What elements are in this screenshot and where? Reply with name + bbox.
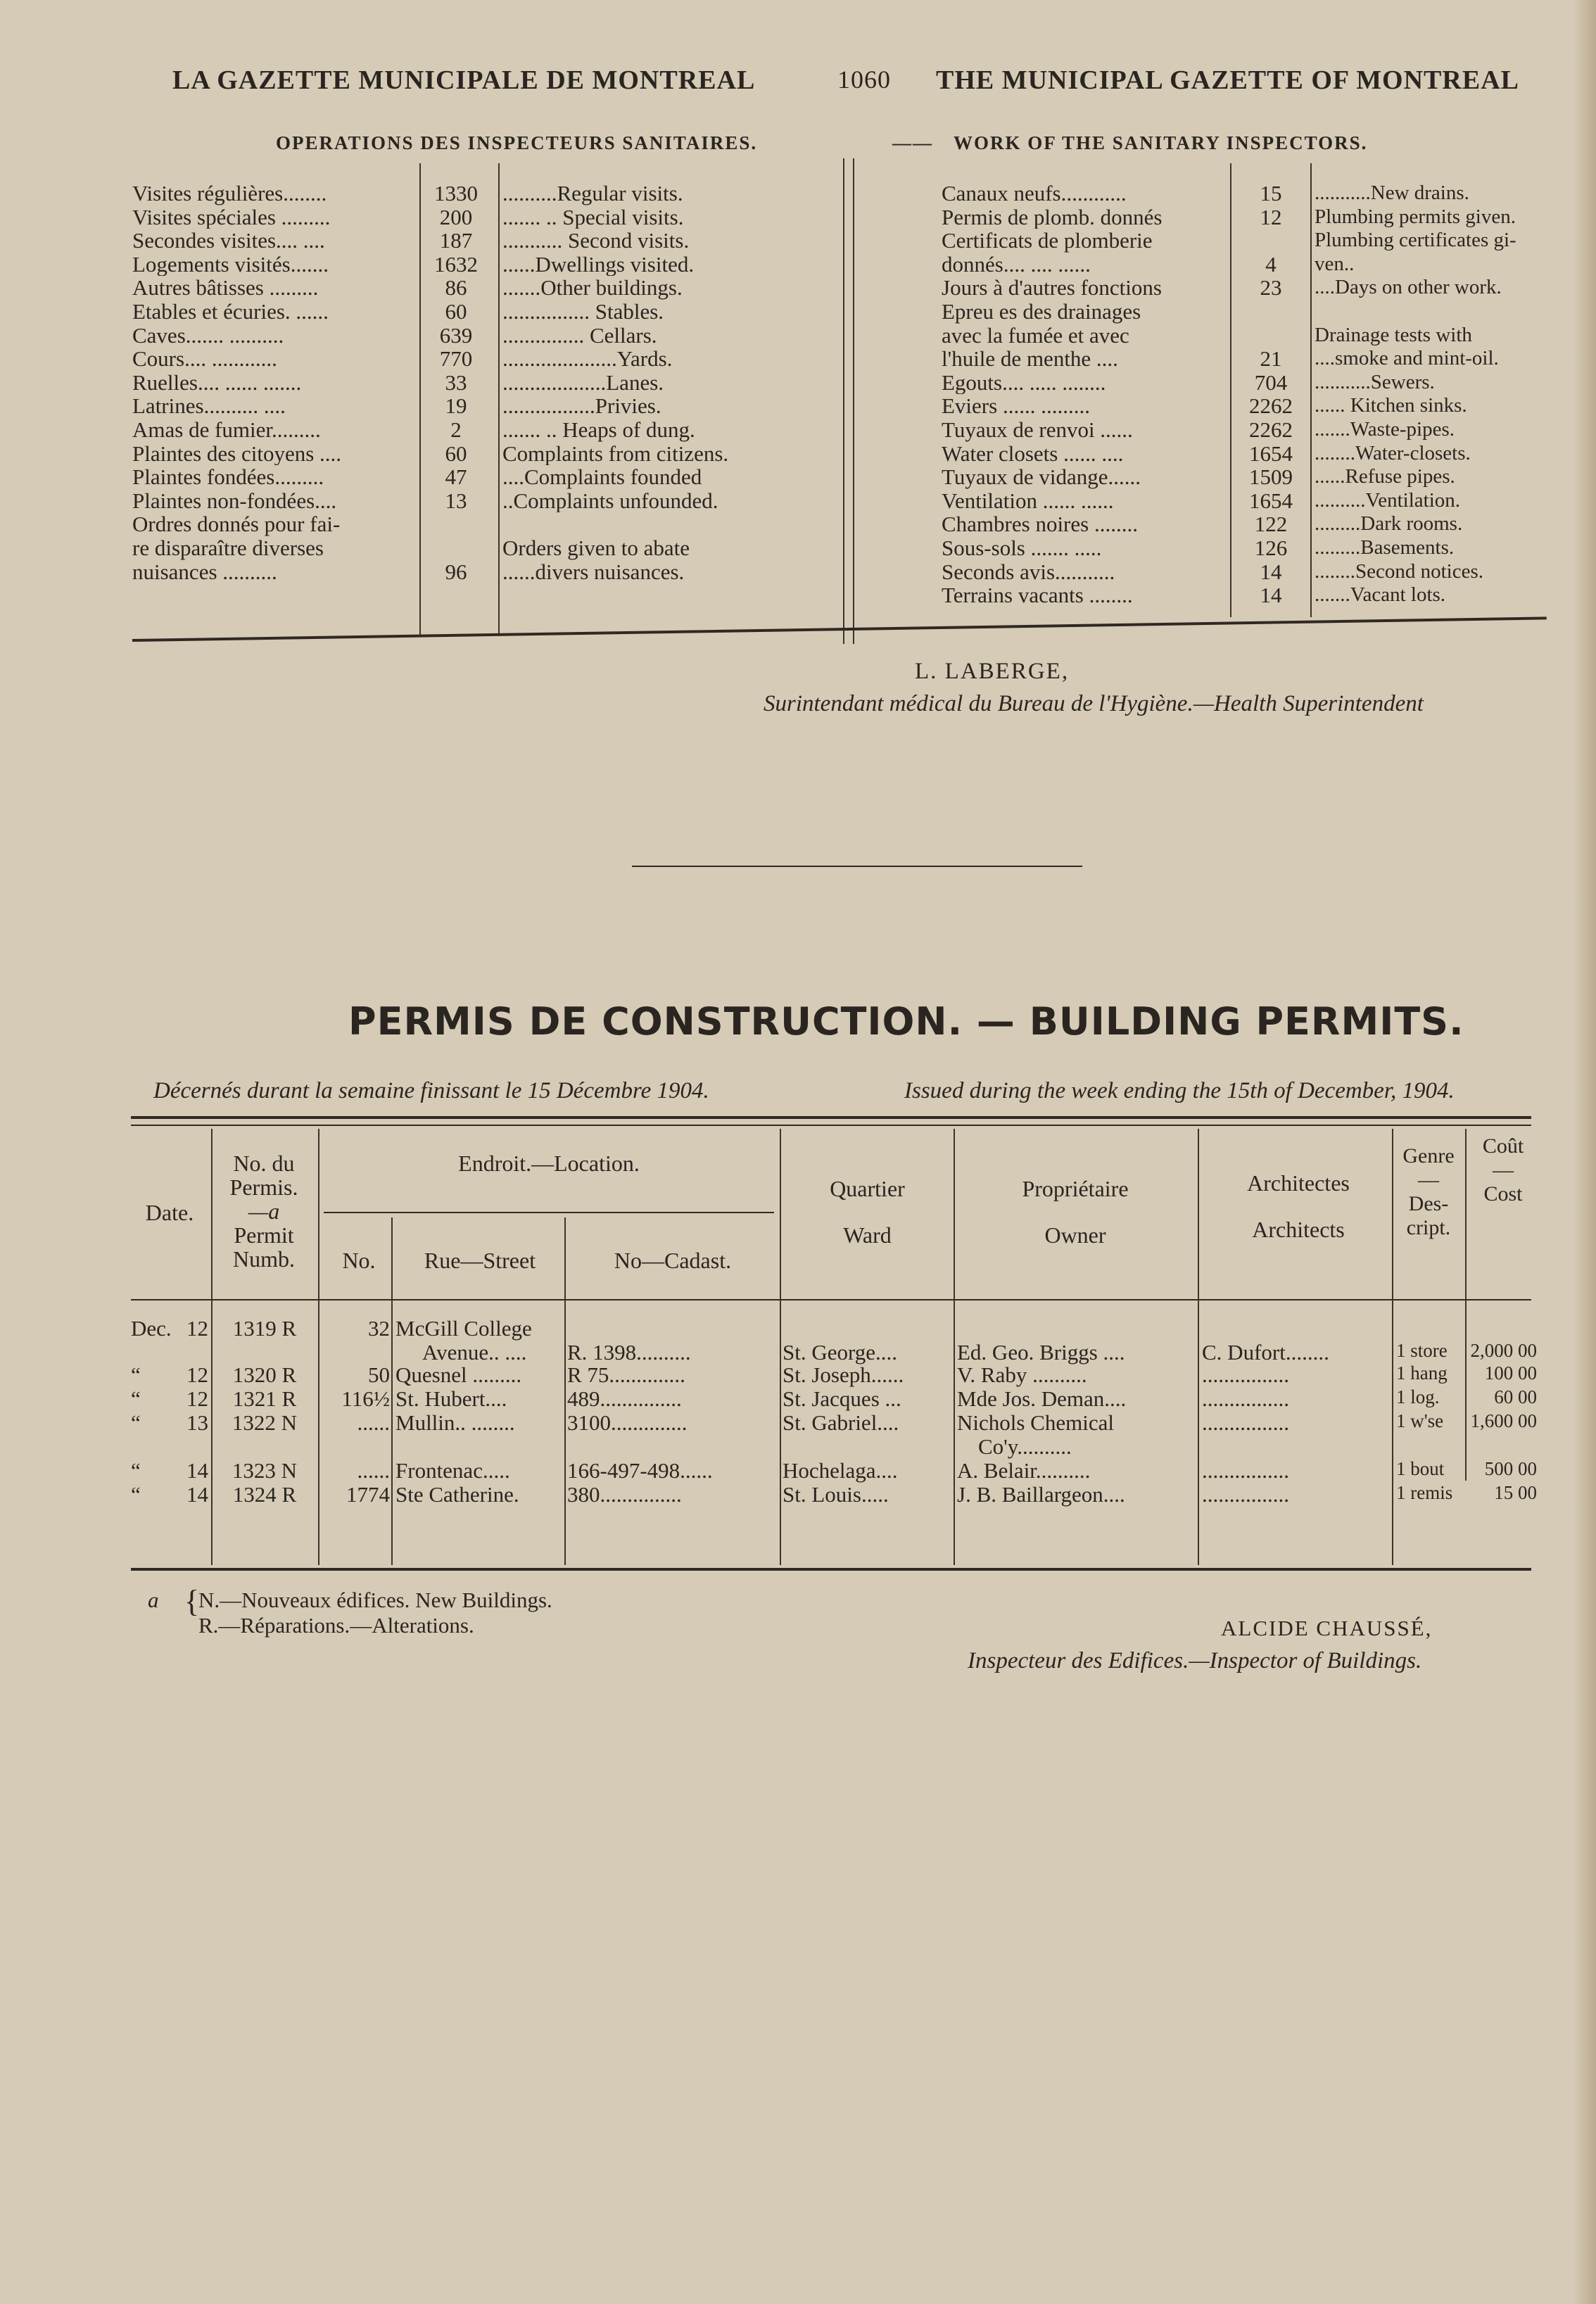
permit-cell-arch: C. Dufort........ xyxy=(1202,1340,1329,1365)
sanitary-cell: .........Dark rooms. xyxy=(1315,512,1463,536)
sanitary-cell: Plumbing permits given. xyxy=(1315,205,1516,228)
sanitary-cell: .........Basements. xyxy=(1315,536,1455,559)
sanitary-cell xyxy=(502,512,791,536)
sanitary-cell: ......divers nuisances. xyxy=(502,559,685,584)
sanitary-cell: Visites spéciales ......... xyxy=(132,205,331,229)
col-street: Rue—Street xyxy=(424,1248,536,1273)
permit-cell-owner-continued: Co'y.......... xyxy=(978,1434,1072,1459)
permits-top-rule xyxy=(131,1125,1531,1126)
col-date: Date. xyxy=(145,1200,194,1225)
column-rule xyxy=(1310,163,1312,617)
permit-cell-day: 12 xyxy=(186,1386,208,1411)
permits-title: PERMIS DE CONSTRUCTION. — BUILDING PERMITS. xyxy=(348,999,1464,1044)
sanitary-cell: Plaintes des citoyens .... xyxy=(132,441,342,466)
sanitary-title-dash: —— xyxy=(892,132,933,153)
health-signature-name: L. LABERGE, xyxy=(915,659,1070,684)
column-rule xyxy=(498,163,500,635)
permit-cell-month: “ xyxy=(131,1458,141,1483)
sanitary-cell: ......Dwellings visited. xyxy=(502,252,695,277)
permit-cell-month: “ xyxy=(131,1386,141,1411)
sanitary-cell: 60 xyxy=(445,441,467,466)
sanitary-cell: Plumbing certificates gi- xyxy=(1315,229,1516,252)
permit-cell-cost: 100 00 xyxy=(1484,1362,1537,1384)
sanitary-left-french-column xyxy=(132,182,414,583)
health-signature-title: Surintendant médical du Bureau de l'Hygiène.—Health Superintendent xyxy=(764,691,1424,716)
permit-cell-day: 12 xyxy=(186,1362,208,1387)
sanitary-cell: 1632 xyxy=(434,252,478,277)
sanitary-cell: Chambres noires ........ xyxy=(942,512,1138,536)
sanitary-cell: Etables et écuries. ...... xyxy=(132,299,329,324)
sanitary-right-number-column xyxy=(1237,182,1305,607)
permits-subtitle-fr: Décernés durant la semaine finissant le 15 Décembre 1904. xyxy=(153,1078,709,1103)
sanitary-cell: nuisances .......... xyxy=(132,559,277,584)
permit-cell-ward: St. Joseph...... xyxy=(783,1362,904,1387)
permit-cell-no: 1774 xyxy=(346,1482,390,1507)
permit-cell-permit: 1321 R xyxy=(232,1386,297,1411)
permit-cell-owner: V. Raby .......... xyxy=(957,1362,1087,1387)
sanitary-cell: 639 xyxy=(439,323,473,348)
col-genre-line: Genre xyxy=(1402,1144,1455,1167)
sanitary-cell: ....... .. Heaps of dung. xyxy=(502,417,695,442)
sanitary-cell: Amas de fumier......... xyxy=(132,417,321,442)
col-permit xyxy=(211,1151,317,1271)
permit-cell-permit: 1323 N xyxy=(232,1458,298,1483)
sanitary-cell: 12 xyxy=(1260,205,1282,229)
permits-bottom-rule xyxy=(131,1568,1531,1571)
permit-cell-no: 50 xyxy=(368,1362,390,1387)
sanitary-cell: Water closets ...... .... xyxy=(942,441,1124,466)
col-ward xyxy=(781,1177,954,1247)
col-cost-line: Cost xyxy=(1483,1182,1523,1205)
sanitary-cell: donnés.... .... ...... xyxy=(942,252,1091,277)
sanitary-cell: ...........New drains. xyxy=(1315,182,1469,204)
sanitary-cell: ....Days on other work. xyxy=(1315,276,1502,299)
sanitary-title-fr: OPERATIONS DES INSPECTEURS SANITAIRES. xyxy=(276,132,758,153)
permit-cell-permit: 1320 R xyxy=(232,1362,297,1387)
sanitary-cell: ........Water-closets. xyxy=(1315,441,1471,464)
sanitary-cell: avec la fumée et avec xyxy=(942,323,1129,348)
permit-cell-cost: 60 00 xyxy=(1494,1386,1537,1407)
col-cost xyxy=(1468,1134,1538,1206)
sanitary-cell: 1509 xyxy=(1249,465,1293,489)
column-rule xyxy=(1392,1129,1393,1565)
sanitary-cell: ......Refuse pipes. xyxy=(1315,465,1455,488)
page-edge-shadow xyxy=(1573,0,1596,2304)
col-permit-line: Numb. xyxy=(233,1246,295,1272)
sanitary-cell: ....smoke and mint-oil. xyxy=(1315,347,1499,370)
sanitary-cell: Permis de plomb. donnés xyxy=(942,205,1163,229)
col-permit-line: —a xyxy=(248,1198,280,1224)
permit-cell-street: Quesnel ......... xyxy=(395,1362,522,1387)
permit-cell-arch: ................ xyxy=(1202,1458,1289,1483)
permit-cell-no: ...... xyxy=(357,1458,390,1483)
sanitary-cell: 126 xyxy=(1254,536,1288,560)
sanitary-cell: Eviers ...... ......... xyxy=(942,394,1090,418)
column-rule xyxy=(954,1129,955,1565)
sanitary-cell: Logements visités....... xyxy=(132,252,329,277)
permit-cell-cost: 500 00 xyxy=(1484,1458,1537,1479)
sanitary-cell: Canaux neufs............ xyxy=(942,182,1127,205)
permit-cell-genre: 1 store xyxy=(1396,1340,1448,1361)
legend-brace: { xyxy=(184,1584,200,1619)
col-cadast: No—Cadast. xyxy=(614,1248,732,1273)
sanitary-left-number-column xyxy=(421,182,491,583)
sanitary-right-french-column xyxy=(942,182,1230,607)
col-ward-line: Quartier xyxy=(830,1176,905,1201)
col-ward-line: Ward xyxy=(843,1222,892,1248)
permit-cell-month: “ xyxy=(131,1362,141,1387)
sanitary-cell: Cours.... ............ xyxy=(132,347,277,371)
permit-cell-cost: 1,600 00 xyxy=(1470,1410,1537,1431)
sanitary-cell xyxy=(1315,300,1557,324)
legend-marker: a xyxy=(148,1588,159,1612)
sanitary-cell: ..........Ventilation. xyxy=(1315,488,1461,512)
sanitary-cell: ..........Regular visits. xyxy=(502,182,683,205)
sanitary-cell: 200 xyxy=(439,205,473,229)
sanitary-cell: Plaintes non-fondées.... xyxy=(132,488,337,513)
permit-cell-arch: ................ xyxy=(1202,1482,1289,1507)
col-arch-line: Architectes xyxy=(1247,1170,1350,1196)
permits-subtitle-en: Issued during the week ending the 15th of December, 1904. xyxy=(904,1078,1455,1103)
permit-cell-ward: St. Jacques ... xyxy=(783,1386,901,1411)
sanitary-cell: Caves....... .......... xyxy=(132,323,284,348)
sanitary-cell: Ordres donnés pour fai- xyxy=(132,512,341,536)
sanitary-cell: Orders given to abate xyxy=(502,536,690,560)
permit-cell-day: 12 xyxy=(186,1316,208,1341)
location-rule xyxy=(324,1212,774,1213)
permit-cell-cadast: 489............... xyxy=(567,1386,682,1411)
permit-cell-ward: Hochelaga.... xyxy=(783,1458,898,1483)
header-english-title: THE MUNICIPAL GAZETTE OF MONTREAL xyxy=(936,65,1519,95)
sanitary-cell: Seconds avis........... xyxy=(942,559,1115,584)
sanitary-cell: 1654 xyxy=(1249,488,1293,513)
sanitary-cell: ...... Kitchen sinks. xyxy=(1315,394,1467,417)
sanitary-cell: ...........Sewers. xyxy=(1315,370,1435,393)
sanitary-cell: Jours à d'autres fonctions xyxy=(942,276,1162,300)
sanitary-cell: 86 xyxy=(445,276,467,300)
sanitary-cell: .................Privies. xyxy=(502,394,661,418)
sanitary-cell: Epreu es des drainages xyxy=(942,299,1141,324)
sanitary-cell: Tuyaux de renvoi ...... xyxy=(942,417,1133,442)
col-arch-line: Architects xyxy=(1252,1217,1345,1242)
sanitary-cell: 47 xyxy=(445,465,467,489)
permit-cell-genre: 1 w'se xyxy=(1396,1410,1444,1431)
sanitary-cell: ..Complaints unfounded. xyxy=(502,488,718,513)
permit-cell-permit: 1319 R xyxy=(232,1316,297,1341)
sanitary-cell: 23 xyxy=(1260,276,1282,300)
col-permit-line: Permit xyxy=(234,1222,294,1248)
sanitary-cell: ........Second notices. xyxy=(1315,559,1484,583)
col-owner-line: Propriétaire xyxy=(1022,1176,1129,1201)
col-owner-line: Owner xyxy=(1044,1222,1106,1248)
col-permit-line: No. du xyxy=(233,1151,295,1176)
sanitary-cell: Visites régulières........ xyxy=(132,182,327,205)
permit-cell-genre: 1 remis xyxy=(1396,1482,1453,1503)
sanitary-cell: 21 xyxy=(1260,347,1282,371)
permit-cell-owner: J. B. Baillargeon.... xyxy=(957,1482,1125,1507)
sanitary-cell: ....Complaints founded xyxy=(502,465,702,489)
permit-cell-arch: ................ xyxy=(1202,1386,1289,1411)
sanitary-cell: 33 xyxy=(445,370,467,395)
sanitary-cell: 2262 xyxy=(1249,394,1293,418)
legend-repairs: R.—Réparations.—Alterations. xyxy=(198,1613,474,1638)
sanitary-cell xyxy=(1237,324,1305,348)
sanitary-cell: 770 xyxy=(439,347,473,371)
sanitary-cell: .......Waste-pipes. xyxy=(1315,417,1455,441)
col-no: No. xyxy=(342,1248,376,1273)
sanitary-cell: 187 xyxy=(439,229,473,253)
sanitary-cell: 2262 xyxy=(1249,417,1293,442)
permit-cell-month: Dec. xyxy=(131,1316,172,1341)
permit-cell-cadast: 3100.............. xyxy=(567,1410,688,1435)
sanitary-cell xyxy=(1237,229,1305,253)
sanitary-cell: .....................Yards. xyxy=(502,347,673,371)
sanitary-cell: Egouts.... ..... ........ xyxy=(942,370,1106,395)
permits-top-rule xyxy=(131,1116,1531,1119)
permit-cell-day: 14 xyxy=(186,1458,208,1483)
permit-cell-owner: A. Belair.......... xyxy=(957,1458,1091,1483)
sanitary-cell: Ruelles.... ...... ....... xyxy=(132,370,302,395)
sanitary-cell: 1654 xyxy=(1249,441,1293,466)
sanitary-cell xyxy=(421,512,491,536)
sanitary-cell: ....... .. Special visits. xyxy=(502,205,684,229)
column-rule xyxy=(391,1217,393,1565)
permit-cell-ward: St. George.... xyxy=(783,1340,898,1365)
permit-cell-genre: 1 log. xyxy=(1396,1386,1440,1407)
column-rule xyxy=(318,1129,319,1565)
sanitary-cell xyxy=(1237,300,1305,324)
sanitary-cell: Plaintes fondées......... xyxy=(132,465,324,489)
sanitary-cell: 4 xyxy=(1265,252,1277,277)
sanitary-cell: Sous-sols ....... ..... xyxy=(942,536,1102,560)
permit-cell-owner: Nichols Chemical xyxy=(957,1410,1114,1435)
permit-cell-arch: ................ xyxy=(1202,1362,1289,1387)
sanitary-cell: Terrains vacants ........ xyxy=(942,583,1133,607)
sanitary-right-english-column xyxy=(1315,182,1557,607)
sanitary-cell: re disparaître diverses xyxy=(132,536,324,560)
page-number: 1060 xyxy=(837,65,891,94)
col-permit-line: Permis. xyxy=(229,1175,298,1200)
col-genre-line: cript. xyxy=(1406,1216,1451,1239)
column-rule xyxy=(1198,1129,1199,1565)
sanitary-cell: ven.. xyxy=(1315,252,1355,275)
permit-cell-no: 32 xyxy=(368,1316,390,1341)
sanitary-cell: ...................Lanes. xyxy=(502,370,664,395)
permit-cell-no: ...... xyxy=(357,1410,390,1435)
section-divider xyxy=(632,866,1082,867)
permit-cell-permit: 1322 N xyxy=(232,1410,298,1435)
permit-cell-cadast: R 75.............. xyxy=(567,1362,685,1387)
sanitary-cell: .......Other buildings. xyxy=(502,276,683,300)
sanitary-cell: Autres bâtisses ......... xyxy=(132,276,319,300)
sanitary-cell: .......Vacant lots. xyxy=(1315,583,1446,607)
permit-cell-street-continued: Avenue.. .... xyxy=(422,1340,527,1365)
permit-cell-cadast: 166-497-498...... xyxy=(567,1458,713,1483)
column-rule xyxy=(1230,163,1231,617)
header-bottom-rule xyxy=(131,1299,1531,1300)
col-cost-line: Coût xyxy=(1482,1134,1524,1158)
sanitary-cell: 122 xyxy=(1254,512,1288,536)
sanitary-cell: Tuyaux de vidange...... xyxy=(942,465,1141,489)
sanitary-cell: 96 xyxy=(445,559,467,584)
column-rule xyxy=(1465,1129,1467,1481)
permit-cell-ward: St. Gabriel.... xyxy=(783,1410,899,1435)
sanitary-cell: 14 xyxy=(1260,583,1282,607)
permit-cell-street: Frontenac..... xyxy=(395,1458,510,1483)
sanitary-cell: 1330 xyxy=(434,182,478,205)
permit-cell-owner: Mde Jos. Deman.... xyxy=(957,1386,1127,1411)
permit-cell-street: St. Hubert.... xyxy=(395,1386,507,1411)
column-rule xyxy=(564,1217,566,1565)
col-genre-line: — xyxy=(1418,1168,1439,1191)
permit-cell-day: 13 xyxy=(186,1410,208,1435)
sanitary-cell: Latrines.......... .... xyxy=(132,394,286,418)
col-architects xyxy=(1200,1171,1397,1241)
sanitary-cell: Complaints from citizens. xyxy=(502,441,729,466)
col-cost-line: — xyxy=(1493,1158,1514,1182)
sanitary-cell: Drainage tests with xyxy=(1315,323,1472,346)
permit-cell-owner: Ed. Geo. Briggs .... xyxy=(957,1340,1125,1365)
permit-cell-genre: 1 hang xyxy=(1396,1362,1448,1384)
permit-cell-street: Ste Catherine. xyxy=(395,1482,519,1507)
sanitary-cell: 2 xyxy=(450,417,462,442)
sanitary-left-english-column xyxy=(502,182,791,583)
permit-cell-arch: ................ xyxy=(1202,1410,1289,1435)
sanitary-cell: ............... Cellars. xyxy=(502,323,657,348)
col-location: Endroit.—Location. xyxy=(458,1151,640,1176)
column-rule xyxy=(419,163,421,635)
col-owner xyxy=(956,1177,1195,1247)
permit-cell-street: Mullin.. ........ xyxy=(395,1410,515,1435)
permit-cell-no: 116½ xyxy=(341,1386,390,1411)
permit-cell-month: “ xyxy=(131,1482,141,1507)
sanitary-cell: 60 xyxy=(445,299,467,324)
sanitary-cell: ........... Second visits. xyxy=(502,229,690,253)
header-french-title: LA GAZETTE MUNICIPALE DE MONTREAL xyxy=(172,65,756,95)
permit-cell-street: McGill College xyxy=(395,1316,532,1341)
sanitary-cell xyxy=(421,536,491,560)
permit-cell-genre: 1 bout xyxy=(1396,1458,1445,1479)
sanitary-cell: ................ Stables. xyxy=(502,299,664,324)
sanitary-cell: l'huile de menthe .... xyxy=(942,347,1118,371)
sanitary-cell: 19 xyxy=(445,394,467,418)
permit-cell-cost: 15 00 xyxy=(1494,1482,1537,1503)
permit-cell-cadast: 380............... xyxy=(567,1482,682,1507)
col-genre-line: Des- xyxy=(1408,1192,1449,1215)
column-rule xyxy=(853,158,854,644)
sanitary-cell: Secondes visites.... .... xyxy=(132,229,325,253)
permit-cell-cost: 2,000 00 xyxy=(1470,1340,1537,1361)
buildings-signature-title: Inspecteur des Edifices.—Inspector of Buildings. xyxy=(968,1648,1422,1673)
column-rule xyxy=(843,158,844,644)
permit-cell-permit: 1324 R xyxy=(232,1482,297,1507)
sanitary-cell: Certificats de plomberie xyxy=(942,229,1153,253)
permit-cell-month: “ xyxy=(131,1410,141,1435)
sanitary-title-en: WORK OF THE SANITARY INSPECTORS. xyxy=(954,132,1368,153)
legend-new: N.—Nouveaux édifices. New Buildings. xyxy=(198,1588,552,1612)
sanitary-cell: 14 xyxy=(1260,559,1282,584)
sanitary-cell: 704 xyxy=(1254,370,1288,395)
permit-cell-ward: St. Louis..... xyxy=(783,1482,889,1507)
column-rule xyxy=(780,1129,781,1565)
sanitary-cell: 15 xyxy=(1260,182,1282,205)
table-bottom-rule xyxy=(132,616,1547,642)
buildings-signature-name: ALCIDE CHAUSSÉ, xyxy=(1221,1616,1433,1640)
sanitary-cell: 13 xyxy=(445,488,467,513)
permit-cell-cadast: R. 1398.......... xyxy=(567,1340,691,1365)
sanitary-cell: Ventilation ...... ...... xyxy=(942,488,1114,513)
col-genre xyxy=(1393,1144,1464,1240)
permit-cell-day: 14 xyxy=(186,1482,208,1507)
